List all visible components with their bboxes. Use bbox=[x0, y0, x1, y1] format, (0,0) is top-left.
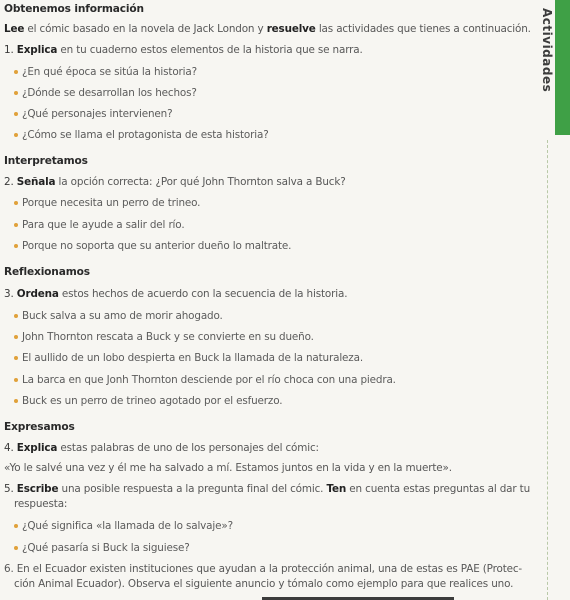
section-title-expresamos: Expresamos bbox=[4, 421, 75, 433]
bullet-icon bbox=[14, 223, 18, 227]
bullet-icon bbox=[14, 356, 18, 360]
question-1: 1. Explica en tu cuaderno estos elementos de la historia que se narra. bbox=[4, 44, 363, 56]
list-item: Porque necesita un perro de trineo. bbox=[22, 197, 200, 210]
list-item: Porque no soporta que su anterior dueño lo maltrate. bbox=[22, 240, 291, 253]
bullet-icon bbox=[14, 314, 18, 318]
list-item: El aullido de un lobo despierta en Buck la llamada de la naturaleza. bbox=[22, 352, 363, 365]
bullet-icon bbox=[14, 524, 18, 528]
list-item: John Thornton rescata a Buck y se convierte en su dueño. bbox=[22, 331, 314, 344]
section-title-reflexionamos: Reflexionamos bbox=[4, 266, 90, 278]
list-item: La barca en que Jonh Thornton desciende por el río choca con una piedra. bbox=[22, 374, 396, 387]
list-item: ¿Qué personajes intervienen? bbox=[22, 108, 172, 121]
question-5-continued: respuesta: bbox=[14, 498, 68, 510]
bullet-icon bbox=[14, 399, 18, 403]
quote-text: «Yo le salvé una vez y él me ha salvado a mí. Estamos juntos en la vida y en la muerte». bbox=[4, 462, 452, 474]
question-6-line2: ción Animal Ecuador). Observa el siguiente anuncio y tómalo como ejemplo para que realices uno. bbox=[14, 578, 514, 590]
bullet-icon bbox=[14, 201, 18, 205]
question-6-line1: 6. En el Ecuador existen instituciones que ayudan a la protección animal, una de estas es PAE (Protec- bbox=[4, 563, 523, 575]
intro-text: Lee el cómic basado en la novela de Jack London y resuelve las actividades que tienes a continuación. bbox=[4, 23, 531, 35]
bullet-icon bbox=[14, 546, 18, 550]
bullet-icon bbox=[14, 133, 18, 137]
side-tab-label: Actividades bbox=[540, 8, 554, 93]
bullet-icon bbox=[14, 378, 18, 382]
bullet-icon bbox=[14, 70, 18, 74]
section-title-interpretamos: Interpretamos bbox=[4, 155, 88, 167]
bullet-icon bbox=[14, 244, 18, 248]
section-title-obtenemos: Obtenemos información bbox=[4, 3, 144, 15]
question-5: 5. Escribe una posible respuesta a la pregunta final del cómic. Ten en cuenta estas preguntas al dar tu bbox=[4, 483, 531, 495]
question-3: 3. Ordena estos hechos de acuerdo con la secuencia de la historia. bbox=[4, 288, 348, 300]
section-color-bar bbox=[555, 0, 570, 135]
bullet-icon bbox=[14, 91, 18, 95]
list-item: Buck salva a su amo de morir ahogado. bbox=[22, 310, 223, 323]
question-2: 2. Señala la opción correcta: ¿Por qué John Thornton salva a Buck? bbox=[4, 176, 346, 188]
question-4: 4. Explica estas palabras de uno de los personajes del cómic: bbox=[4, 442, 319, 454]
list-item: Buck es un perro de trineo agotado por el esfuerzo. bbox=[22, 395, 282, 408]
list-item: ¿Dónde se desarrollan los hechos? bbox=[22, 87, 197, 100]
list-item: ¿Qué significa «la llamada de lo salvaje»? bbox=[22, 520, 233, 533]
bullet-icon bbox=[14, 112, 18, 116]
dashed-divider bbox=[547, 140, 548, 600]
list-item: ¿En qué época se sitúa la historia? bbox=[22, 66, 197, 79]
list-item: ¿Qué pasaría si Buck la siguiese? bbox=[22, 542, 190, 555]
bullet-icon bbox=[14, 335, 18, 339]
list-item: ¿Cómo se llama el protagonista de esta historia? bbox=[22, 129, 269, 142]
list-item: Para que le ayude a salir del río. bbox=[22, 219, 184, 232]
